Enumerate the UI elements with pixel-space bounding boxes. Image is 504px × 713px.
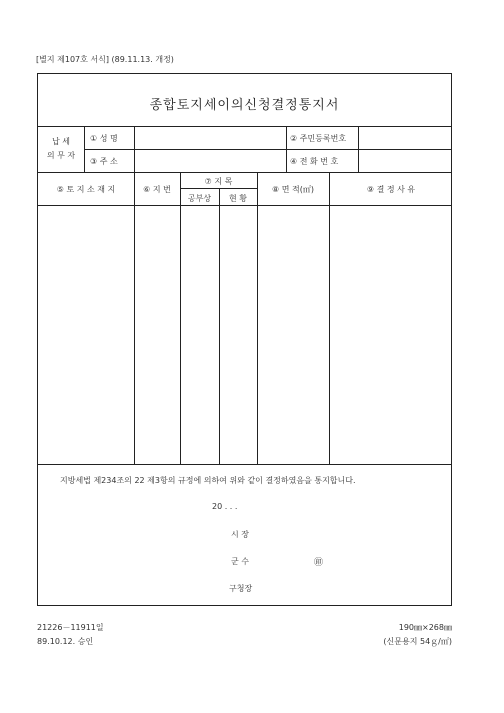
column-divider-4 <box>257 172 258 464</box>
notice-text: 지방세법 제234조의 22 제3항의 규정에 의하여 위와 같이 결정하였음을 통지합니다. <box>60 476 356 485</box>
taxpayer-bottom-line <box>38 172 451 173</box>
table-header-bottom-line <box>38 205 451 206</box>
column-official-category: 공부상 <box>187 194 212 203</box>
approval-date: 89.10.12. 승인 <box>37 637 94 646</box>
taxpayer-label-divider <box>84 126 85 172</box>
column-divider-3 <box>219 188 220 464</box>
notice-date: 20 . . . <box>212 502 238 511</box>
column-divider-5 <box>329 172 330 464</box>
mayor-label: 시 장 <box>231 530 249 539</box>
phone-label: ④ 전 화 번 호 <box>290 157 339 166</box>
taxpayer-label-line2: 의 무 자 <box>46 151 76 160</box>
table-bottom-line <box>38 464 451 465</box>
notice-form <box>37 73 452 606</box>
right-label-divider <box>358 126 359 172</box>
form-code: 21226－11911일 <box>37 623 104 632</box>
field-label-divider <box>134 126 135 172</box>
column-area: ⑧ 면 적(㎡) <box>272 185 314 194</box>
address-label: ③ 주 소 <box>90 157 118 166</box>
name-label: ① 성 명 <box>90 134 118 143</box>
taxpayer-row-divider <box>84 149 451 150</box>
column-divider-2 <box>180 172 181 464</box>
form-title: 종합토지세이의신청결정통지서 <box>149 98 340 113</box>
column-land-category: ⑦ 지 목 <box>204 177 233 186</box>
paper-size: 190㎜×268㎜ <box>398 623 452 632</box>
column-location: ⑤ 토 지 소 재 지 <box>56 185 116 194</box>
taxpayer-label-line1: 납 세 <box>52 137 70 146</box>
column-reason: ⑨ 결 정 사 유 <box>366 185 416 194</box>
column-lot-number: ⑥ 지 번 <box>143 185 171 194</box>
seal-mark: ㊞ <box>314 558 324 568</box>
column-actual-category: 현 황 <box>229 194 247 203</box>
form-number-header: [별지 제107호 서식] (89.11.13. 개정) <box>36 55 174 64</box>
column-divider-1 <box>134 172 135 464</box>
resident-number-label: ② 주민등록번호 <box>290 134 347 143</box>
county-head-label: 군 수 <box>231 557 249 566</box>
paper-type: (신문용지 54ｇ/㎡) <box>383 637 452 646</box>
right-field-divider <box>286 126 287 172</box>
district-head-label: 구청장 <box>229 584 253 593</box>
title-divider <box>38 126 451 127</box>
